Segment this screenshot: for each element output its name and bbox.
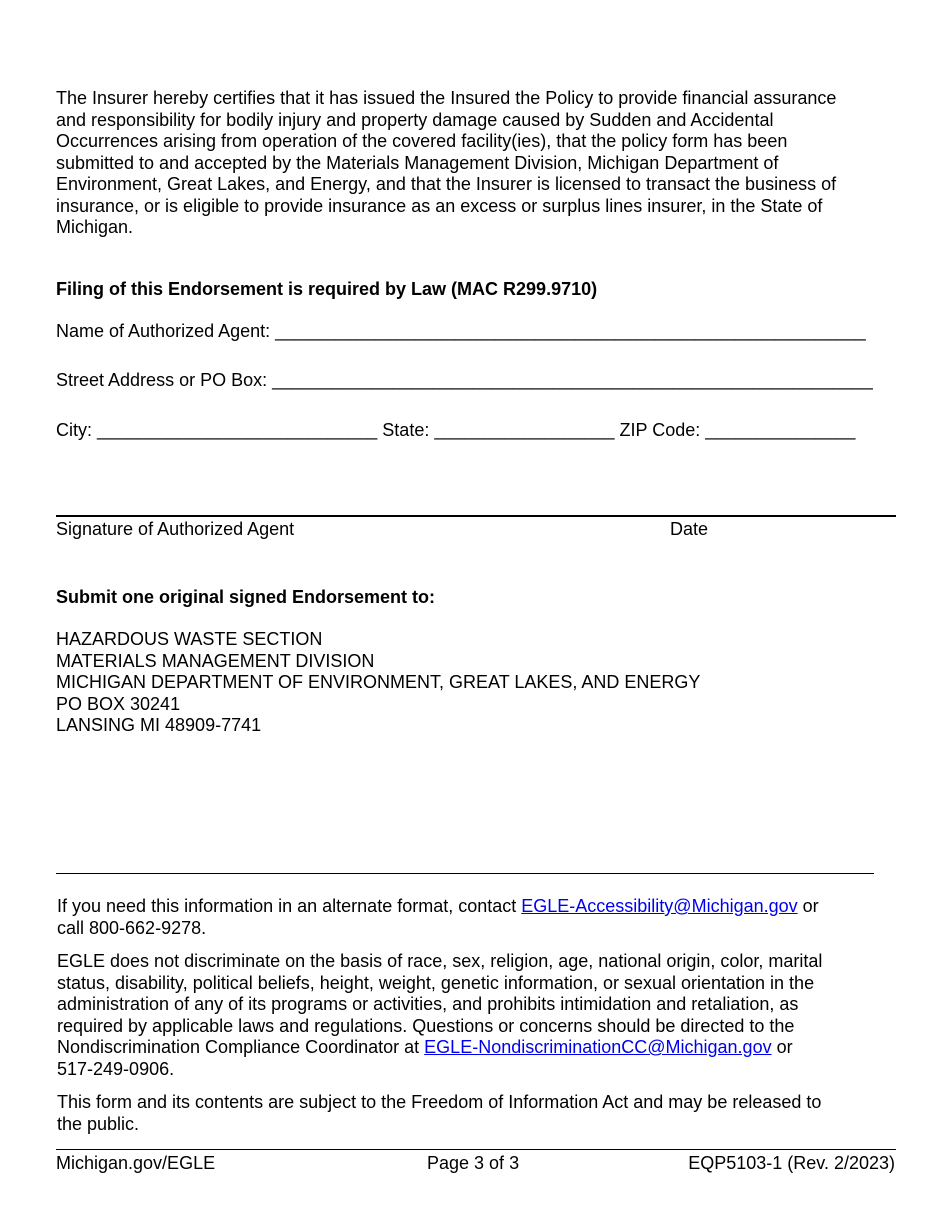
signature-line[interactable] (56, 515, 896, 517)
footer-divider (56, 1149, 896, 1150)
foia-notice: This form and its contents are subject to the Freedom of Information Act and may be released to the public. (57, 1092, 822, 1134)
signature-label: Signature of Authorized Agent (56, 519, 295, 539)
address-line: LANSING MI 48909-7741 (56, 715, 262, 735)
section-divider (56, 873, 874, 874)
agent-name-field[interactable]: Name of Authorized Agent: ___________________________________________________________ (56, 321, 866, 341)
accessibility-text-before: If you need this information in an alternate format, contact (57, 896, 522, 916)
agent-city-state-zip-field[interactable]: City: ____________________________ State: __________________ ZIP Code: _______________ (56, 420, 856, 440)
accessibility-email-link[interactable]: EGLE-Accessibility@Michigan.gov (521, 896, 798, 916)
footer-website: Michigan.gov/EGLE (56, 1153, 216, 1173)
agent-address-field[interactable]: Street Address or PO Box: ____________________________________________________________ (56, 370, 873, 390)
nondiscrimination-text-after: or 517-249-0906. (57, 1037, 793, 1079)
nondiscrimination-notice (57, 951, 887, 1080)
address-line: MATERIALS MANAGEMENT DIVISION (56, 650, 375, 671)
accessibility-notice (57, 896, 887, 939)
submit-heading: Submit one original signed Endorsement to: (56, 587, 436, 607)
filing-notice: Filing of this Endorsement is required by Law (MAC R299.9710) (56, 279, 598, 299)
footer-page-number: Page 3 of 3 (427, 1153, 520, 1173)
address-line: HAZARDOUS WASTE SECTION (56, 629, 323, 649)
accessibility-text-after: or call 800-662-9278. (57, 896, 819, 938)
address-line: MICHIGAN DEPARTMENT OF ENVIRONMENT, GREAT LAKES, AND ENERGY (56, 672, 701, 692)
nondiscrimination-email-link[interactable]: EGLE-NondiscriminationCC@Michigan.gov (424, 1037, 772, 1057)
certification-paragraph: The Insurer hereby certifies that it has issued the Insured the Policy to provide financial assurance and responsibility for bodily injury and property damage caused by Sudden and Accidental Occurrences arising from operation of the covered facility(ies), that the policy form has been submitted to and accepted by the Materials Management Division, Michigan Department of Environment, Great Lakes, and Energy, and that the Insurer is licensed to transact the business of insurance, or is eligible to provide insurance as an excess or surplus lines insurer, in the State of Michigan. (56, 88, 837, 237)
address-line: PO BOX 30241 (56, 693, 181, 714)
mailing-address (56, 629, 700, 737)
nondiscrimination-text-before: EGLE does not discriminate on the basis of race, sex, religion, age, national origin, color, marital status, disability, political beliefs, height, weight, genetic information, or sexual orientation in the administration of any of its programs or activities, and prohibits intimidation and retaliation, as required by applicable laws and regulations. Questions or concerns should be directed to the Nondiscrimination Compliance Coordinator at (57, 951, 823, 1057)
footer-form-number: EQP5103-1 (Rev. 2/2023) (688, 1153, 895, 1173)
date-label: Date (670, 519, 709, 539)
